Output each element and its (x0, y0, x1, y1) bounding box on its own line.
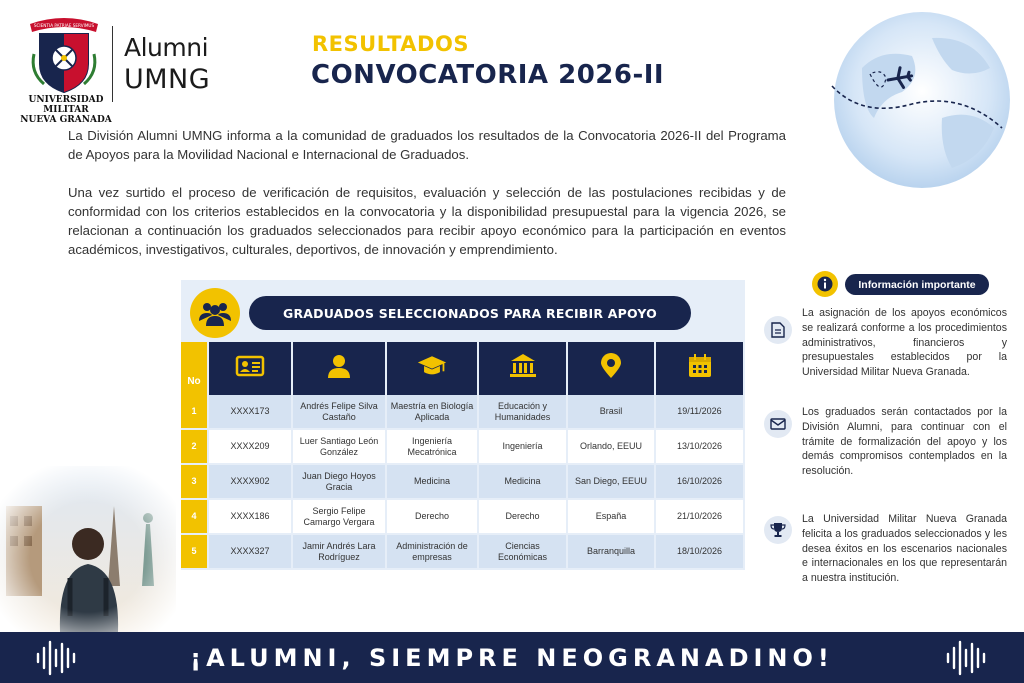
cell-id: XXXX209 (209, 430, 293, 465)
cell-date: 19/11/2026 (656, 395, 745, 430)
info-item-contact (764, 406, 1008, 490)
document-icon (764, 316, 792, 344)
person-icon (324, 353, 354, 379)
envelope-icon (764, 410, 792, 438)
cell-id: XXXX186 (209, 500, 293, 535)
student-travel-photo (0, 466, 176, 632)
cell-faculty: Ciencias Económicas (479, 535, 568, 570)
cell-program: Maestría en Biología Aplicada (387, 395, 479, 430)
row-number: 3 (181, 465, 209, 500)
page-title-call: CONVOCATORIA 2026-II (311, 60, 665, 90)
intro-paragraph-1: La División Alumni UMNG informa a la comunidad de graduados los resultados de la Convocatoria 2026-II del Programa de Apoyos para la Movilidad Nacional e Internacional de Graduados. (68, 128, 786, 162)
row-number: 5 (181, 535, 209, 570)
cell-place: Brasil (568, 395, 656, 430)
cell-program: Derecho (387, 500, 479, 535)
university-name: UNIVERSIDAD MILITAR NUEVA GRANADA (20, 95, 112, 125)
info-item-congratulations (764, 513, 1008, 600)
table-row (181, 500, 745, 535)
intro-paragraph-2: Una vez surtido el proceso de verificación de requisitos, evaluación y selección de las postulaciones recibidas y de conformidad con los criterios establecidos en la convocatoria y la disponibilidad presupuestal para la vigencia 2026, se relacionan a continuación los graduados seleccionados para recibir apoyo económico para la participación en eventos académicos, investigativos, culturales, deportivos, de innovación y emprendimiento. (68, 185, 786, 257)
brand-umng: UMNG (124, 64, 211, 95)
column-header-date (656, 342, 745, 395)
cell-id: XXXX327 (209, 535, 293, 570)
people-group-icon (190, 288, 240, 338)
logo-divider (112, 26, 113, 102)
trophy-icon (764, 516, 792, 544)
cell-date: 18/10/2026 (656, 535, 745, 570)
footer-slogan: ¡ALUMNI, SIEMPRE NEOGRANADINO! (190, 643, 834, 672)
cell-faculty: Derecho (479, 500, 568, 535)
column-header-place (568, 342, 656, 395)
column-header-name (293, 342, 387, 395)
cell-faculty: Educación y Humanidades (479, 395, 568, 430)
info-text: Los graduados serán contactados por la División Alumni, para continuar con el trámite de formalización del apoyo y los demás compromisos contemplados en la resolución. (802, 406, 1007, 478)
cell-id: XXXX173 (209, 395, 293, 430)
brand-alumni: Alumni (124, 33, 209, 62)
calendar-icon (685, 353, 715, 379)
table-header-row (181, 342, 745, 395)
graduation-cap-icon (417, 353, 447, 379)
footer-bar (0, 632, 1024, 683)
cell-faculty: Ingeniería (479, 430, 568, 465)
info-icon (812, 271, 838, 297)
column-header-program (387, 342, 479, 395)
info-item-allocation (764, 307, 1008, 396)
intro-text (68, 126, 786, 259)
cell-place: España (568, 500, 656, 535)
id-card-icon (235, 353, 265, 379)
cell-program: Medicina (387, 465, 479, 500)
institution-icon (508, 353, 538, 379)
sound-wave-icon (944, 640, 988, 676)
info-text: La Universidad Militar Nueva Granada felicita a los graduados seleccionados y les desea éxitos en los escenarios nacionales e internacionales en los que representarán a nuestra institución. (802, 513, 1007, 585)
column-header-faculty (479, 342, 568, 395)
row-number: 1 (181, 395, 209, 430)
cell-name: Jamir Andrés Lara Rodríguez (293, 535, 387, 570)
table-row (181, 395, 745, 430)
selected-graduates-panel (181, 280, 745, 570)
cell-name: Juan Diego Hoyos Gracia (293, 465, 387, 500)
table-row (181, 465, 745, 500)
table-row (181, 535, 745, 570)
cell-program: Ingeniería Mecatrónica (387, 430, 479, 465)
location-pin-icon (596, 353, 626, 379)
column-header-no: No (181, 342, 209, 395)
cell-name: Luer Santiago León González (293, 430, 387, 465)
graduates-table (181, 342, 745, 570)
page-title-results: RESULTADOS (312, 32, 469, 56)
svg-text:SCIENTIA PATRIAE SERVIMUS: SCIENTIA PATRIAE SERVIMUS (33, 23, 95, 28)
table-banner: GRADUADOS SELECCIONADOS PARA RECIBIR APOYO (249, 296, 691, 330)
university-logo (20, 14, 220, 125)
cell-place: Barranquilla (568, 535, 656, 570)
row-number: 2 (181, 430, 209, 465)
university-crest-icon (26, 14, 102, 94)
cell-id: XXXX902 (209, 465, 293, 500)
cell-date: 13/10/2026 (656, 430, 745, 465)
cell-date: 16/10/2026 (656, 465, 745, 500)
cell-name: Andrés Felipe Silva Castaño (293, 395, 387, 430)
cell-place: Orlando, EEUU (568, 430, 656, 465)
info-heading (812, 271, 992, 297)
info-text: La asignación de los apoyos económicos se realizará conforme a los procedimientos administrativos, financieros y presupuestales establecidos por la Universidad Militar Nueva Granada. (802, 307, 1007, 379)
cell-name: Sergio Felipe Camargo Vergara (293, 500, 387, 535)
cell-program: Administración de empresas (387, 535, 479, 570)
cell-faculty: Medicina (479, 465, 568, 500)
table-row (181, 430, 745, 465)
cell-place: San Diego, EEUU (568, 465, 656, 500)
globe-airplane-icon (822, 8, 1012, 198)
cell-date: 21/10/2026 (656, 500, 745, 535)
column-header-id (209, 342, 293, 395)
row-number: 4 (181, 500, 209, 535)
info-heading-label: Información importante (845, 274, 989, 295)
